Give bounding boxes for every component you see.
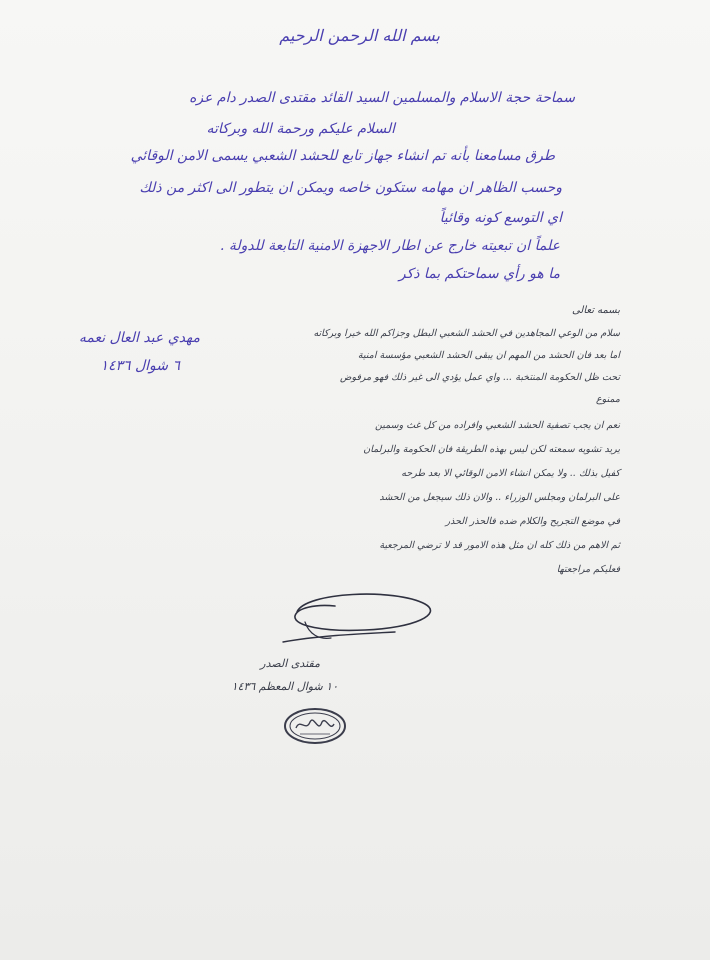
reply-line-8: على البرلمان ومجلس الوزراء .. والان ذلك سيجعل من الحشد [379,492,620,503]
greeting: السلام عليكم ورحمة الله وبركاته [206,121,395,137]
reply-line-5: نعم ان يجب تصفية الحشد الشعبي وافراده من كل غث وسمين [375,420,620,431]
reply-line-1: سلام من الوعي المجاهدين في الحشد الشعبي البطل وجزاكم الله خيرا وبركاته [313,328,620,339]
addressee: سماحة حجة الاسلام والمسلمين السيد القائد مقتدى الصدر دام عزه [189,90,575,106]
reply-line-11: فعليكم مراجعتها [556,564,620,575]
reply-line-7: كفيل بذلك .. ولا يمكن انشاء الامن الوقائي الا بعد طرحه [401,468,620,479]
letter-body-line-3: اي التوسع كونه وقائياً [439,210,562,226]
reply-line-9: في موضع التجريح والكلام ضده فالحذر الحذر [445,516,620,527]
reply-line-3: تحت ظل الحكومة المنتخبة ... واي عمل يؤدي الى غير ذلك فهو مرفوض [340,372,620,383]
reply-line-6: يريد تشويه سمعته لكن ليس بهذه الطريقة فان الحكومة والبرلمان [363,444,620,455]
reply-heading: بسمه تعالى [571,305,620,316]
sender-name: مهدي عبد العال نعمه [78,330,200,346]
reply-line-10: ثم الاهم من ذلك كله ان مثل هذه الامور قد لا ترضي المرجعية [379,540,620,551]
reply-line-2: اما بعد فان الحشد من المهم ان يبقى الحشد الشعبي مؤسسة امنية [357,350,620,361]
signature-name: مقتدى الصدر [260,657,320,670]
basmala: بسم الله الرحمن الرحيم [279,26,440,45]
letter-body-line-5: ما هو رأي سماحتكم بما ذكر [398,266,560,282]
letter-body-line-2: وحسب الظاهر ان مهامه ستكون خاصه ويمكن ان يتطور الى اكثر من ذلك [139,180,562,196]
reply-line-4: ممنوع [595,394,620,405]
seal-stamp-icon [282,706,348,746]
letter-body-line-4: علماً ان تبعيته خارج عن اطار الاجهزة الامنية التابعة للدولة . [219,238,560,254]
letter-body-line-1: طرق مسامعنا بأنه تم انشاء جهاز تابع للحشد الشعبي يسمى الامن الوقائي [130,148,555,164]
signature-flourish-icon [275,582,445,652]
sender-date: ٦ شوال ١٤٣٦ [100,358,180,374]
signature-date: ١٠ شوال المعظم ١٤٣٦ [231,680,338,693]
